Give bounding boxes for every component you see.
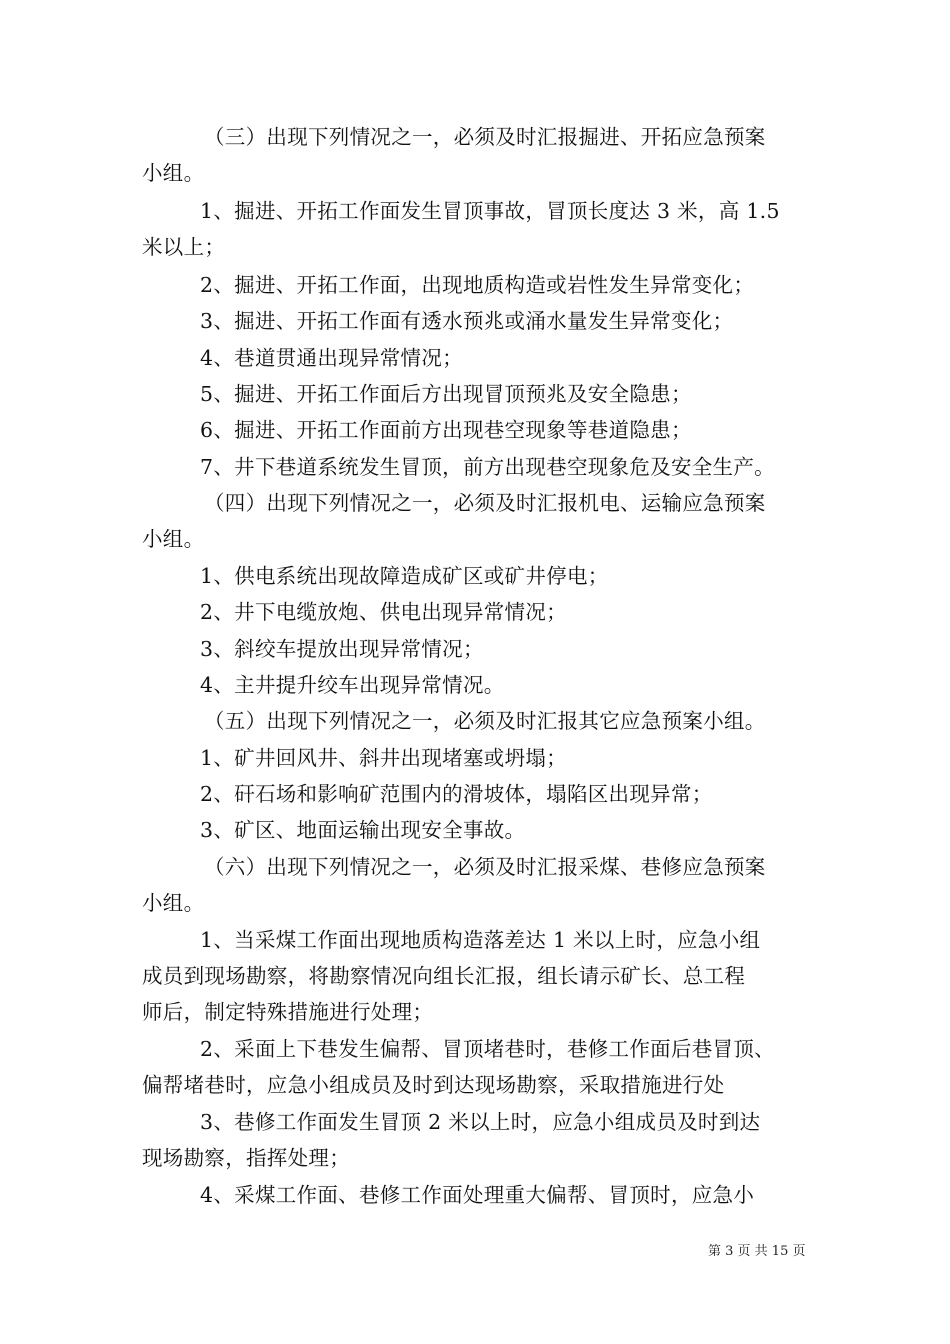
list-item-continuation: 米以上； <box>142 235 226 259</box>
paragraph-line: 现场勘察，指挥处理； <box>142 1146 350 1170</box>
section-heading-6-line2: 小组。 <box>142 891 205 915</box>
list-item: 4、主井提升绞车出现异常情况。 <box>200 673 505 697</box>
paragraph-line: 师后，制定特殊措施进行处理； <box>142 1000 434 1024</box>
list-item: 4、巷道贯通出现异常情况； <box>200 346 463 370</box>
section-heading-5: （五）出现下列情况之一，必须及时汇报其它应急预案小组。 <box>204 709 766 733</box>
paragraph-line: 4、采煤工作面、巷修工作面处理重大偏帮、冒顶时，应急小 <box>200 1183 755 1207</box>
list-item: 2、掘进、开拓工作面，出现地质构造或岩性发生异常变化； <box>200 273 755 297</box>
list-item: 3、矿区、地面运输出现安全事故。 <box>200 818 526 842</box>
section-heading-4-line1: （四）出现下列情况之一，必须及时汇报机电、运输应急预案 <box>204 491 766 515</box>
list-item: 3、掘进、开拓工作面有透水预兆或涌水量发生异常变化； <box>200 309 734 333</box>
list-item: 1、供电系统出现故障造成矿区或矿井停电； <box>200 564 609 588</box>
paragraph-line: 成员到现场勘察，将勘察情况向组长汇报，组长请示矿长、总工程 <box>142 964 746 988</box>
section-heading-3-line2: 小组。 <box>142 161 205 185</box>
list-item: 2、矸石场和影响矿范围内的滑坡体，塌陷区出现异常； <box>200 782 713 806</box>
paragraph-line: 3、巷修工作面发生冒顶 2 米以上时，应急小组成员及时到达 <box>200 1110 761 1134</box>
list-item: 2、井下电缆放炮、供电出现异常情况； <box>200 600 567 624</box>
list-item: 5、掘进、开拓工作面后方出现冒顶预兆及安全隐患； <box>200 382 692 406</box>
section-heading-6-line1: （六）出现下列情况之一，必须及时汇报采煤、巷修应急预案 <box>204 855 766 879</box>
section-heading-3-line1: （三）出现下列情况之一，必须及时汇报掘进、开拓应急预案 <box>204 125 766 149</box>
list-item: 1、掘进、开拓工作面发生冒顶事故，冒顶长度达 3 米，高 1.5 <box>200 199 780 223</box>
paragraph-line: 偏帮堵巷时，应急小组成员及时到达现场勘察，采取措施进行处 <box>142 1073 725 1097</box>
list-item: 1、矿井回风井、斜井出现堵塞或坍塌； <box>200 746 567 770</box>
list-item: 3、斜绞车提放出现异常情况； <box>200 637 484 661</box>
list-item: 6、掘进、开拓工作面前方出现巷空现象等巷道隐患； <box>200 418 692 442</box>
paragraph-line: 2、采面上下巷发生偏帮、冒顶堵巷时，巷修工作面后巷冒顶、 <box>200 1037 775 1061</box>
paragraph-line: 1、当采煤工作面出现地质构造落差达 1 米以上时，应急小组 <box>200 928 761 952</box>
section-heading-4-line2: 小组。 <box>142 527 205 551</box>
page-number-footer: 第 3 页 共 15 页 <box>708 1244 806 1259</box>
list-item: 7、井下巷道系统发生冒顶，前方出现巷空现象危及安全生产。 <box>200 455 775 479</box>
